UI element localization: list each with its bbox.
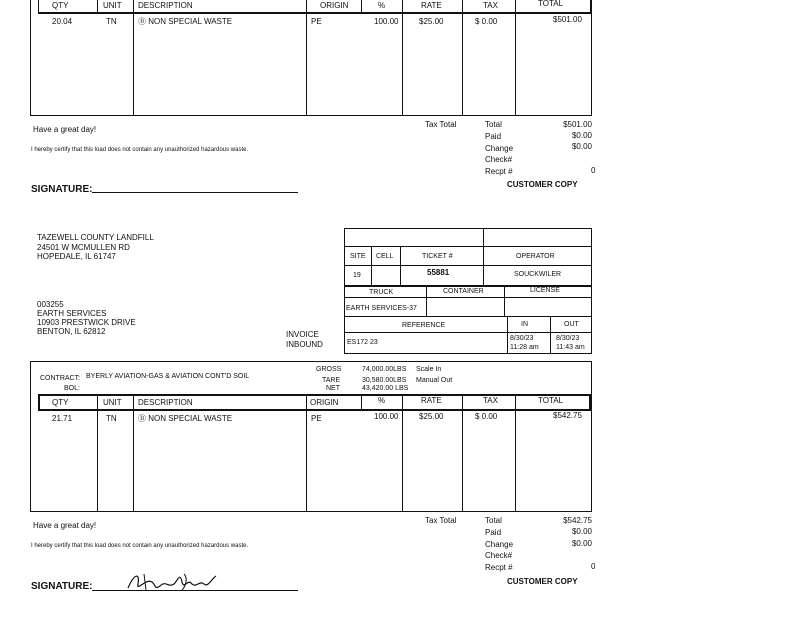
paid-value: $0.00: [571, 527, 592, 536]
greeting: Have a great day!: [33, 125, 97, 134]
customer-street: 10903 PRESTWICK DRIVE: [37, 318, 136, 327]
col-unit: UNIT: [103, 1, 122, 10]
invoice-label: INVOICE: [286, 330, 319, 339]
reference-label: REFERENCE: [402, 322, 446, 329]
bol-label: BOL:: [64, 385, 80, 392]
paid-value: $0.00: [571, 131, 592, 140]
col-qty: QTY: [52, 398, 69, 407]
recpt-label: Recpt #: [485, 167, 513, 176]
row-unit: TN: [106, 414, 117, 423]
check-label: Check#: [485, 551, 513, 560]
col-tax: TAX: [483, 396, 498, 405]
row-tax: $ 0.00: [475, 412, 498, 421]
row-description: Ⓑ NON SPECIAL WASTE: [138, 414, 233, 423]
cell-label: CELL: [376, 253, 394, 260]
truck-value: EARTH SERVICES-37: [346, 305, 417, 312]
in-date: 8/30/23: [510, 335, 534, 342]
site-label: SITE: [350, 253, 366, 260]
col-pct: %: [378, 1, 386, 10]
site-value: 19: [353, 272, 361, 279]
recpt-value: 0: [591, 166, 596, 175]
operator-value: SOUCKWILER: [514, 271, 562, 278]
company-city: HOPEDALE, IL 61747: [37, 252, 116, 261]
out-label: OUT: [564, 321, 579, 328]
col-description: DESCRIPTION: [138, 398, 193, 407]
col-unit: UNIT: [103, 398, 122, 407]
row-description: Ⓑ NON SPECIAL WASTE: [138, 17, 233, 26]
net-value: 43,420.00 LBS: [362, 385, 409, 392]
in-time: 11:28 am: [510, 344, 539, 351]
company-street: 24501 W MCMULLEN RD: [37, 243, 130, 252]
ticket-label: TICKET #: [422, 253, 453, 260]
total-value: $501.00: [563, 120, 592, 129]
gross-label: GROSS: [316, 366, 342, 373]
col-pct: %: [378, 396, 386, 405]
customer-copy-label: CUSTOMER COPY: [507, 577, 578, 586]
signature-label: SIGNATURE:: [31, 581, 93, 592]
change-value: $0.00: [571, 142, 592, 151]
contract-value: BYERLY AVIATION-GAS & AVIATION CONT'D SOIL: [86, 373, 250, 380]
truck-label: TRUCK: [369, 289, 394, 296]
row-qty: 21.71: [52, 414, 73, 423]
row-rate: $25.00: [419, 17, 444, 26]
net-label: NET: [326, 385, 340, 392]
row-qty: 20.04: [52, 17, 73, 26]
ticket-number: 55881: [427, 268, 450, 277]
change-value: $0.00: [571, 539, 592, 548]
out-date: 8/30/23: [556, 335, 580, 342]
total-value: $542.75: [563, 516, 592, 525]
change-label: Change: [485, 540, 514, 549]
total-label: Total: [485, 120, 502, 129]
col-description: DESCRIPTION: [138, 1, 193, 10]
row-origin: PE: [311, 17, 322, 26]
certify-statement: I hereby certify that this load does not contain any unauthorized hazardous waste.: [31, 147, 249, 153]
row-unit: TN: [106, 17, 117, 26]
total-label: Total: [485, 516, 502, 525]
col-total: TOTAL: [538, 0, 564, 8]
col-origin: ORIGIN: [320, 1, 349, 10]
line-items-table-2: [30, 361, 592, 512]
row-pct: 100.00: [374, 412, 399, 421]
recpt-label: Recpt #: [485, 563, 513, 572]
row-total: $501.00: [553, 15, 582, 24]
customer-copy-label: CUSTOMER COPY: [507, 180, 578, 189]
col-tax: TAX: [483, 1, 498, 10]
paid-label: Paid: [485, 132, 502, 141]
row-pct: 100.00: [374, 17, 399, 26]
signature-line: [92, 192, 298, 193]
operator-label: OPERATOR: [516, 253, 555, 260]
in-label: IN: [521, 321, 528, 328]
container-label: CONTAINER: [443, 288, 484, 295]
inbound-label: INBOUND: [286, 340, 323, 349]
customer-name: EARTH SERVICES: [37, 309, 107, 318]
row-total: $542.75: [553, 411, 582, 420]
paid-label: Paid: [485, 528, 502, 537]
row-tax: $ 0.00: [475, 17, 498, 26]
col-qty: QTY: [52, 1, 69, 10]
row-rate: $25.00: [419, 412, 444, 421]
change-label: Change: [485, 144, 514, 153]
gross-value: 74,000.00LBS: [362, 366, 407, 373]
license-label: LICENSE: [530, 287, 560, 294]
check-label: Check#: [485, 155, 513, 164]
customer-id: 003255: [37, 300, 64, 309]
reference-value: ES172 23: [347, 339, 378, 346]
gross-note: Scale In: [416, 366, 442, 373]
col-origin: ORIGIN: [310, 398, 339, 407]
tare-value: 30,580.00LBS: [362, 377, 407, 384]
tare-note: Manual Out: [416, 377, 453, 384]
customer-city: BENTON, IL 62812: [37, 327, 106, 336]
col-total: TOTAL: [538, 396, 564, 405]
out-time: 11:43 am: [556, 344, 585, 351]
contract-label: CONTRACT:: [40, 375, 81, 382]
signature-label: SIGNATURE:: [31, 184, 93, 195]
col-rate: RATE: [421, 1, 442, 10]
greeting: Have a great day!: [33, 521, 97, 530]
tax-total-label: Tax Total: [425, 516, 457, 525]
row-origin: PE: [311, 414, 322, 423]
company-name: TAZEWELL COUNTY LANDFILL: [37, 233, 154, 242]
tare-label: TARE: [322, 377, 341, 384]
certify-statement: I hereby certify that this load does not contain any unauthorized hazardous waste.: [31, 543, 249, 549]
recpt-value: 0: [591, 562, 596, 571]
col-rate: RATE: [421, 396, 442, 405]
handwritten-signature: [124, 568, 220, 594]
tax-total-label: Tax Total: [425, 120, 457, 129]
